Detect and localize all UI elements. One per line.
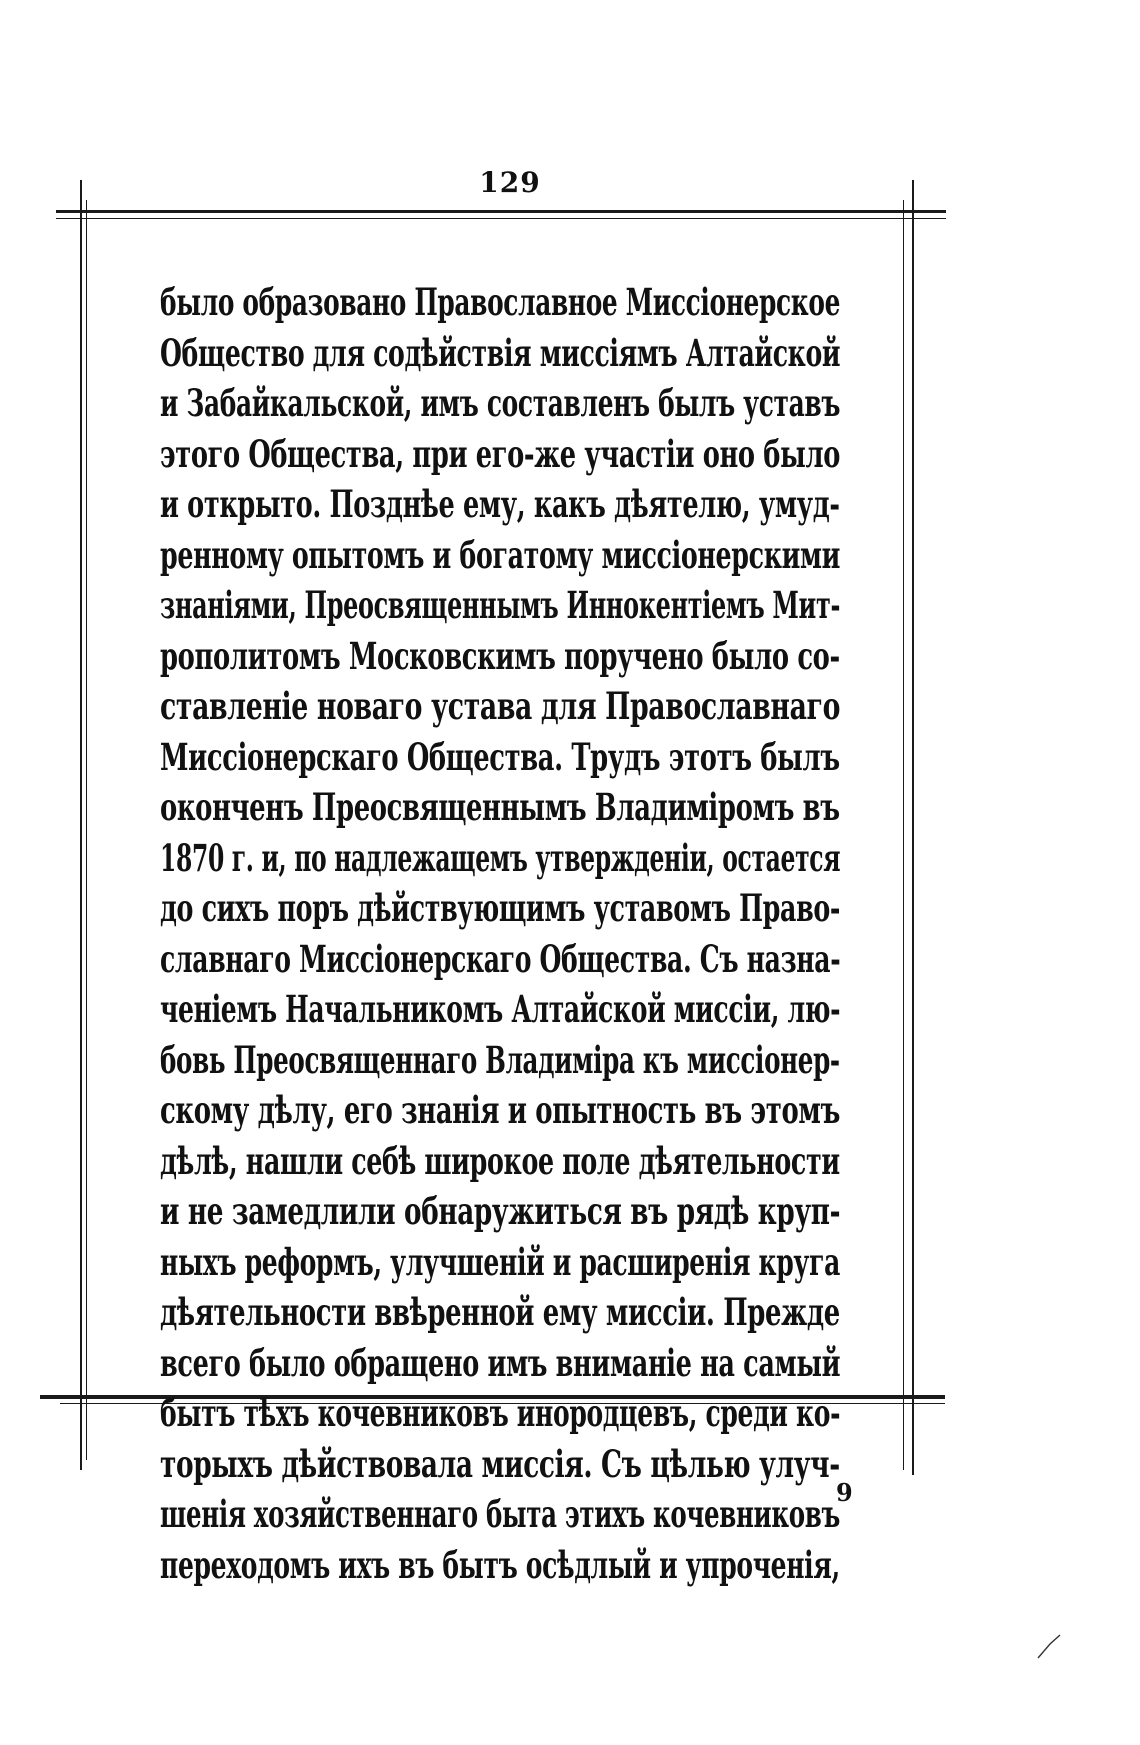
body-text [160,277,840,1590]
text-line: Общество для содѣйствія миссіямъ Алтайской [160,330,841,375]
left-frame-inner [86,200,87,1460]
text-line: рополитомъ Московскимъ поручено было со- [160,633,840,678]
right-frame-outer [912,180,914,1475]
text-line: дѣлѣ, нашли себѣ широкое поле дѣятельности [160,1138,840,1183]
text-line: этого Общества, при его-же участіи оно было [160,431,840,476]
right-frame-inner [903,200,904,1470]
text-line: оконченъ Преосвященнымъ Владиміромъ въ [160,785,840,829]
text-line: до сихъ поръ дѣйствующимъ уставомъ Право- [160,886,841,930]
pencil-mark [1036,1632,1062,1660]
page-number: 129 [479,166,541,199]
signature-mark: 9 [836,1478,853,1507]
text-line: бытъ тѣхъ кочевниковъ инородцевъ, среди ко- [160,1391,841,1435]
text-line: шенія хозяйственнаго быта этихъ кочевниковъ [160,1492,840,1536]
text-line: ныхъ реформъ, улучшеній и расширенія круга [160,1239,841,1284]
text-line: ставленіе новаго устава для Православнаго [160,684,841,728]
text-line: бовь Преосвященнаго Владиміра къ миссіонер- [160,1037,840,1082]
top-rule-thick [56,210,946,213]
text-line: Миссіонерскаго Общества. Трудъ этотъ былъ [160,734,840,779]
text-line: знаніями, Преосвященнымъ Иннокентіемъ Мит- [160,583,841,627]
text-line: было образовано Православное Миссіонерское [160,280,841,324]
text-line: 1870 г. и, по надлежащемъ утвержденіи, остается [160,835,841,880]
text-line: скому дѣлу, его знанія и опытность въ этомъ [160,1088,841,1132]
text-line: торыхъ дѣйствовала миссія. Съ цѣлью улуч- [160,1441,840,1486]
text-line: и не замедлили обнаружиться въ рядѣ круп- [160,1189,841,1233]
left-frame-outer [80,180,82,1470]
text-line: и открыто. Позднѣе ему, какъ дѣятелю, умуд- [160,482,840,526]
text-line: славнаго Миссіонерскаго Общества. Съ назна- [160,936,841,981]
text-line: переходомъ ихъ въ бытъ осѣдлый и упроченія, [160,1542,840,1587]
top-rule-thin [56,218,946,219]
text-line: ченіемъ Начальникомъ Алтайской миссіи, лю- [160,987,841,1031]
text-line: дѣятельности ввѣренной ему миссіи. Прежде [160,1290,840,1334]
text-line: и Забайкальской, имъ составленъ былъ уставъ [160,381,841,425]
text-line: всего было обращено имъ вниманіе на самый [160,1340,841,1385]
text-line: ренному опытомъ и богатому миссіонерскими [160,532,841,577]
